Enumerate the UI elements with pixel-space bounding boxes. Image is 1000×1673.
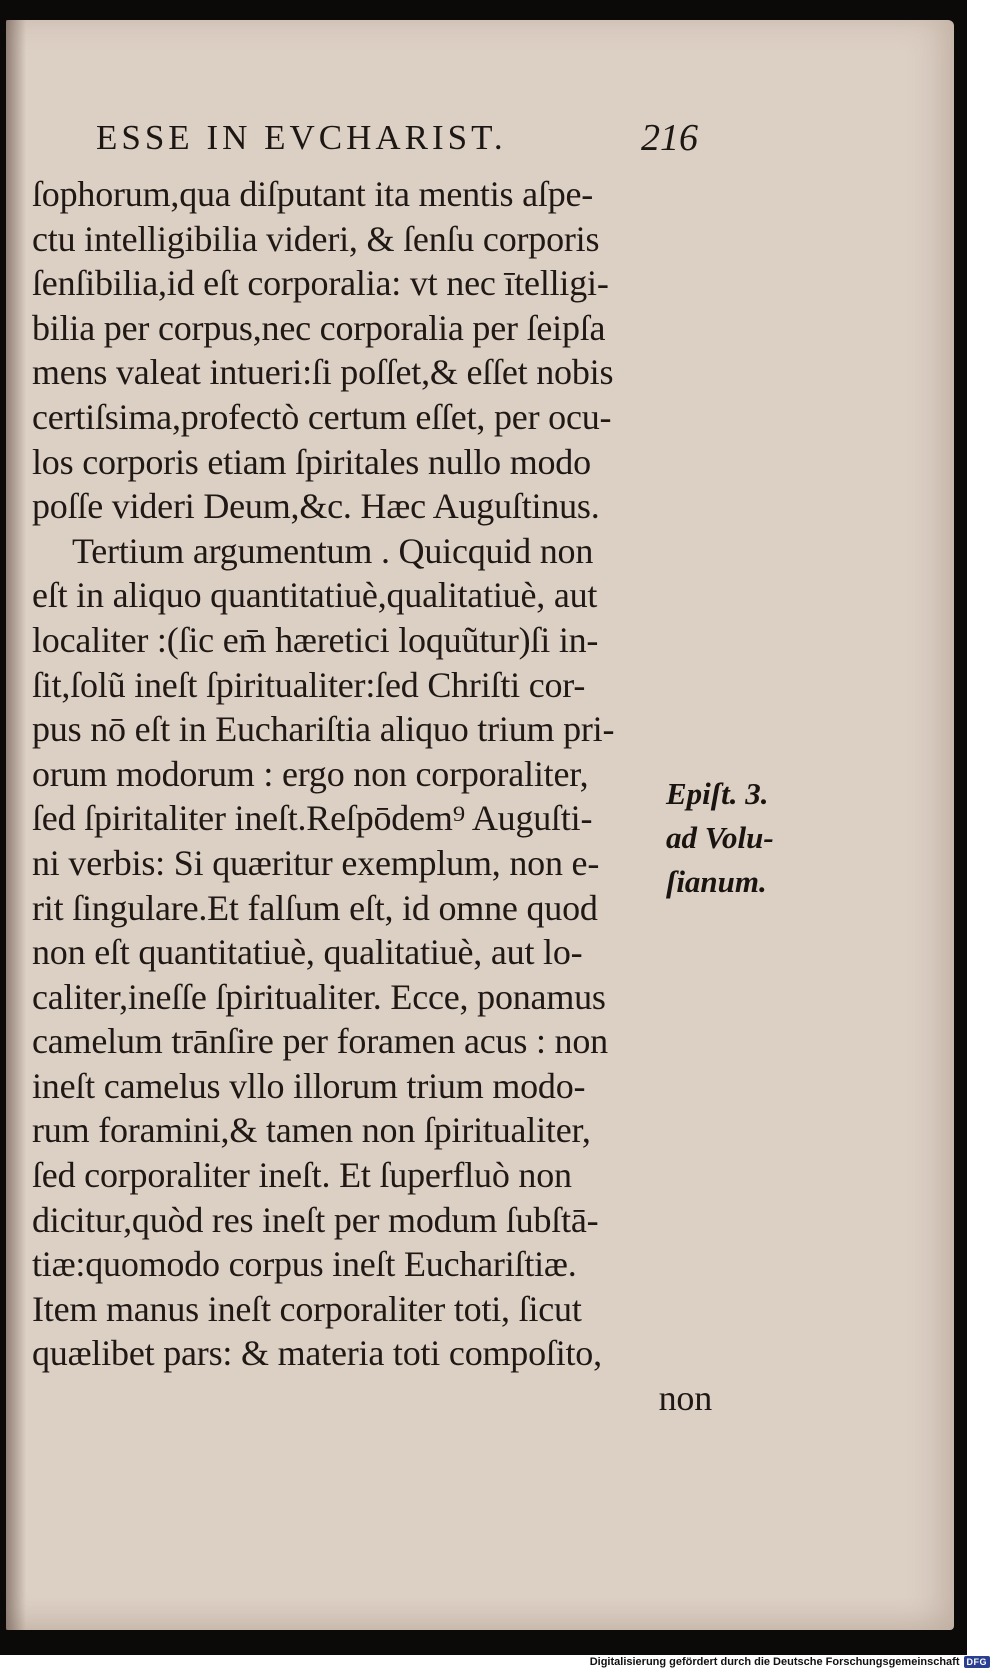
credit-text: Digitalisierung gefördert durch die Deutsche Forschungsgemeinschaft [589,1656,960,1668]
text-line: eſt in aliquo quantitatiuè,qualitatiuè, aut [32,575,598,616]
text-line: Item manus ineſt corporaliter toti, ſicut [32,1288,582,1329]
text-line: los corporis etiam ſpiritales nullo modo [32,441,591,482]
running-head [96,118,696,170]
text-line: pus nō eſt in Euchariſtia aliquo trium pri- [32,709,615,750]
running-head-title: ESSE IN EVCHARIST. [96,118,507,157]
text-line: ſed corporaliter ineſt. Et ſuperfluò non [32,1155,572,1196]
text-line: Tertium argumentum . Quicquid non [72,530,594,571]
text-line: ni verbis: Si quæritur exemplum, non e- [32,842,600,883]
catchword: non [658,1378,712,1419]
dfg-logo: DFG [964,1656,991,1668]
body-text [32,172,712,1421]
text-line: ctu intelligibilia videri, & ſenſu corporis [32,218,600,259]
text-line: dicitur,quòd res ineſt per modum ſubſtā- [32,1199,599,1240]
marginal-note-line: ſianum. [666,864,767,899]
marginal-note-line: ad Volu- [666,820,774,855]
text-line: orum modorum : ergo non corporaliter, [32,753,589,794]
marginal-note-line: Epiſt. 3. [666,776,769,811]
text-line: camelum trānſire per foramen acus : non [32,1021,608,1062]
text-line: bilia per corpus,nec corporalia per ſeipſa [32,307,606,348]
text-line: certiſsima,profectò certum eſſet, per ocu- [32,396,612,437]
book-page [6,20,954,1630]
text-line: ſenſibilia,id eſt corporalia: vt nec ītelligi- [32,263,609,304]
text-line: ſed ſpiritaliter ineſt.Reſpōdem⁹ Auguſti- [32,798,593,839]
text-line: non eſt quantitatiuè, qualitatiuè, aut lo- [32,932,583,973]
text-line: localiter :(ſic em̄ hæretici loquũtur)ſi in- [32,619,599,660]
page-number: 216 [641,117,698,159]
text-line: rit ſingulare.Et falſum eſt, id omne quod [32,887,598,928]
text-line: ſit,ſolũ ineſt ſpiritualiter:ſed Chriſti cor- [32,664,586,705]
text-line: mens valeat intueri:ſi poſſet,& eſſet nobis [32,352,614,393]
marginal-note [666,772,806,904]
text-line: quælibet pars: & materia toti compoſito, [32,1333,602,1374]
text-line: tiæ:quomodo corpus ineſt Euchariſtiæ. [32,1244,577,1285]
page-gutter-shadow [6,20,26,1630]
text-line: ſophorum,qua diſputant ita mentis aſpe- [32,174,594,214]
text-line: rum foramini,& tamen non ſpiritualiter, [32,1110,591,1151]
text-line: ineſt camelus vllo illorum trium modo- [32,1065,586,1106]
text-line: caliter,ineſſe ſpiritualiter. Ecce, ponamus [32,976,606,1017]
text-line: poſſe videri Deum,&c. Hæc Auguſtinus. [32,486,600,527]
digitization-credit [590,1656,990,1668]
